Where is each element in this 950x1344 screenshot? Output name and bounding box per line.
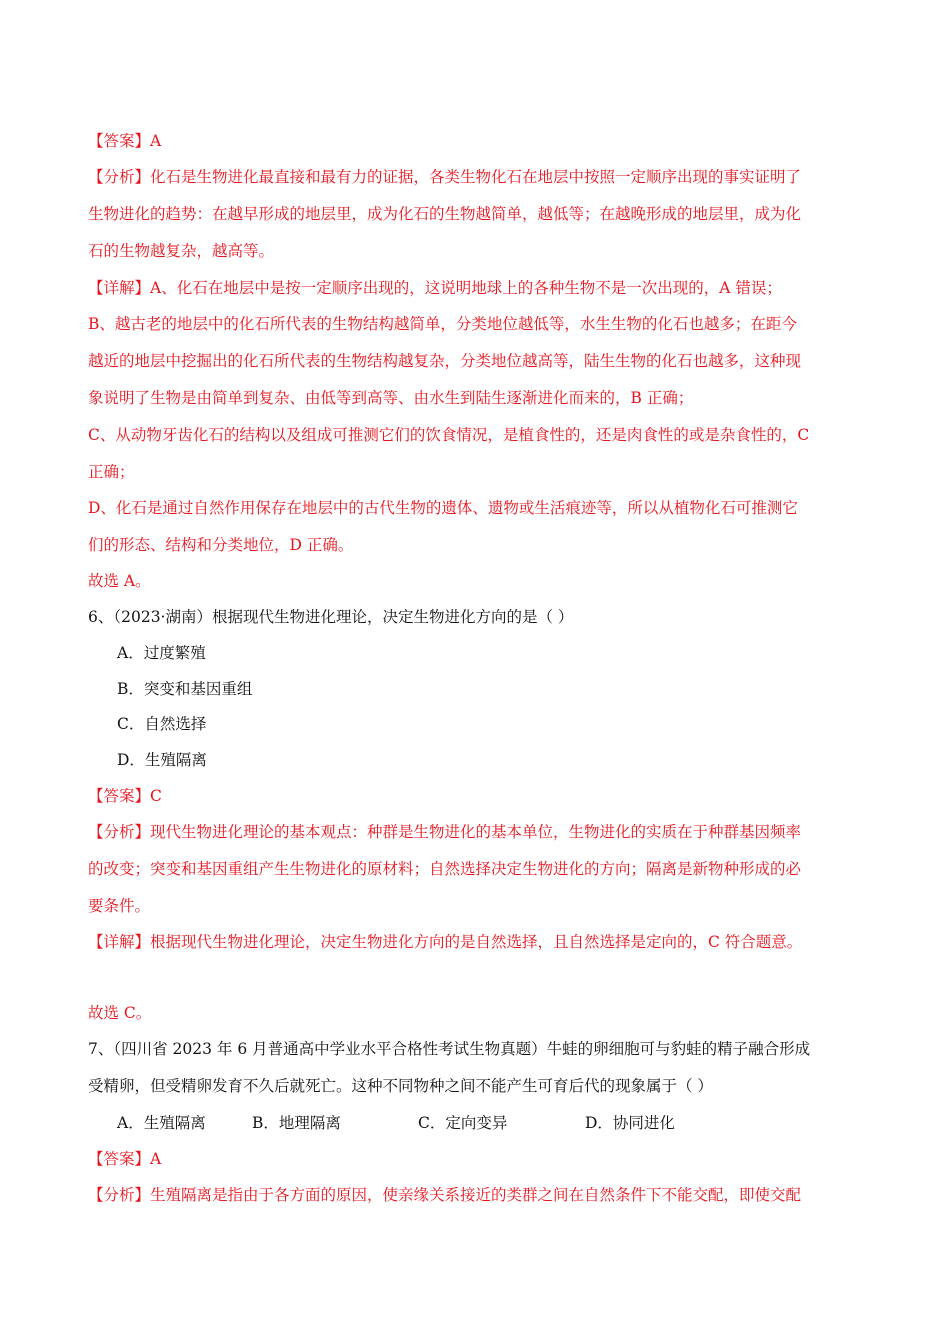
q7-option-a: A．生殖隔离	[117, 1114, 206, 1132]
q5-conclusion: 故选 A。	[88, 572, 151, 590]
q7-option-d: D．协同进化	[585, 1114, 675, 1132]
q7-option-c: C．定向变异	[418, 1114, 508, 1132]
q7-stem-line-2: 受精卵，但受精卵发育不久后就死亡。这种不同物种之间不能产生可育后代的现象属于（ ）	[88, 1077, 713, 1095]
q7-analysis: 【分析】生殖隔离是指由于各方面的原因，使亲缘关系接近的类群之间在自然条件下不能交配，即使交配	[88, 1186, 802, 1204]
q6-detail: 【详解】根据现代生物进化理论，决定生物进化方向的是自然选择，且自然选择是定向的，C 符合题意。	[88, 933, 803, 951]
q7-option-b: B．地理隔离	[252, 1114, 341, 1132]
q5-detail-line-8: 们的形态、结构和分类地位，D 正确。	[88, 536, 354, 554]
q5-detail-line-5: C、从动物牙齿化石的结构以及组成可推测它们的饮食情况，是植食性的，还是肉食性的或是杂食性的，C	[88, 426, 810, 444]
q6-conclusion: 故选 C。	[88, 1004, 152, 1022]
q5-detail-line-1: 【详解】A、化石在地层中是按一定顺序出现的，这说明地球上的各种生物不是一次出现的，A 错误；	[88, 279, 782, 297]
q6-analysis-line-2: 的改变；突变和基因重组产生生物进化的原材料；自然选择决定生物进化的方向；隔离是新物种形成的必	[88, 860, 802, 878]
q6-option-b: B．突变和基因重组	[117, 680, 253, 698]
q5-answer: 【答案】A	[88, 132, 162, 150]
q5-detail-line-4: 象说明了生物是由简单到复杂、由低等到高等、由水生到陆生逐渐进化而来的，B 正确；	[88, 389, 694, 407]
q6-stem: 6、（2023·湖南）根据现代生物进化理论，决定生物进化方向的是（ ）	[88, 608, 574, 626]
q5-analysis-line-1: 【分析】化石是生物进化最直接和最有力的证据，各类生物化石在地层中按照一定顺序出现的事实证明了	[88, 168, 802, 186]
q6-option-c: C．自然选择	[117, 715, 207, 733]
q7-answer: 【答案】A	[88, 1150, 162, 1168]
q6-option-d: D．生殖隔离	[117, 751, 207, 769]
q5-analysis-line-3: 石的生物越复杂，越高等。	[88, 242, 275, 260]
q6-answer: 【答案】C	[88, 787, 162, 805]
q7-stem-line-1: 7、（四川省 2023 年 6 月普通高中学业水平合格性考试生物真题）牛蛙的卵细胞可与豹蛙的精子融合形成	[88, 1040, 811, 1058]
q5-detail-line-3: 越近的地层中挖掘出的化石所代表的生物结构越复杂，分类地位越高等，陆生生物的化石也越多，这种现	[88, 352, 802, 370]
q6-analysis-line-3: 要条件。	[88, 897, 151, 915]
q6-analysis-line-1: 【分析】现代生物进化理论的基本观点：种群是生物进化的基本单位，生物进化的实质在于种群基因频率	[88, 823, 802, 841]
q6-option-a: A．过度繁殖	[117, 644, 206, 662]
q5-analysis-line-2: 生物进化的趋势：在越早形成的地层里，成为化石的生物越简单，越低等；在越晚形成的地层里，成为化	[88, 205, 802, 223]
q5-detail-line-6: 正确；	[88, 463, 135, 481]
q5-detail-line-7: D、化石是通过自然作用保存在地层中的古代生物的遗体、遗物或生活痕迹等，所以从植物化石可推测它	[88, 499, 798, 517]
q5-detail-line-2: B、越古老的地层中的化石所代表的生物结构越简单，分类地位越低等，水生生物的化石也越多；在距今	[88, 315, 797, 333]
